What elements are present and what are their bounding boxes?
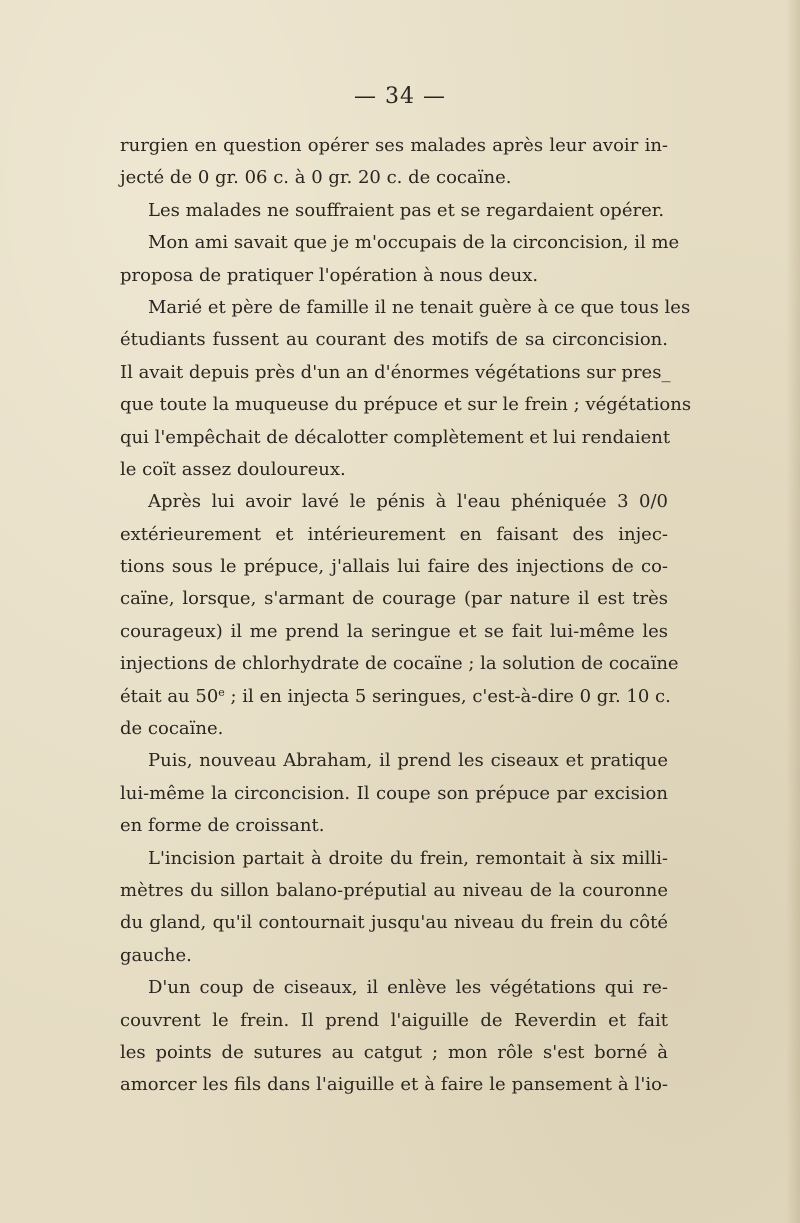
text-line: extérieurement et intérieurement en faisant des injec- (120, 523, 668, 545)
text-line: courageux) il me prend la seringue et se fait lui-même les (120, 620, 668, 642)
text-line: Puis, nouveau Abraham, il prend les ciseaux et pratique (148, 750, 668, 772)
text-line: proposa de pratiquer l'opération à nous deux. (120, 264, 539, 286)
text-line: du gland, qu'il contournait jusqu'au niveau du frein du côté (120, 912, 668, 934)
text-line: Marié et père de famille il ne tenait guère à ce que tous les (148, 296, 691, 318)
text-line: Mon ami savait que je m'occupais de la circoncision, il me (148, 232, 680, 254)
text-line: gauche. (120, 944, 192, 966)
text-line: D'un coup de ciseaux, il enlève les végétations qui re- (148, 977, 668, 999)
text-line: injections de chlorhydrate de cocaïne ; la solution de cocaïne (120, 653, 679, 675)
text-line: les points de sutures au catgut ; mon rôle s'est borné à (120, 1041, 668, 1063)
text-line: Après lui avoir lavé le pénis à l'eau phéniquée 3 0/0 (148, 491, 668, 513)
page-number: — 34 — (354, 84, 446, 109)
body-text (120, 130, 692, 1102)
superscript: e (218, 685, 225, 699)
text-line: Les malades ne souffraient pas et se regardaient opérer. (148, 199, 665, 221)
text-line: mètres du sillon balano-préputial au niveau de la couronne (120, 879, 668, 901)
text-line: le coït assez douloureux. (120, 458, 346, 480)
text-line: Il avait depuis près d'un an d'énormes végétations sur pres_ (120, 361, 671, 383)
text-line: lui-même la circoncision. Il coupe son prépuce par excision (120, 782, 668, 804)
text-line: qui l'empêchait de décalotter complètement et lui rendaient (120, 426, 671, 448)
text-line: caïne, lorsque, s'armant de courage (par nature il est très (120, 588, 668, 610)
text-line: de cocaïne. (120, 718, 224, 740)
text-line: était au 50e ; il en injecta 5 seringues, c'est-à-dire 0 gr. 10 c. (120, 685, 671, 707)
text-line: tions sous le prépuce, j'allais lui faire des injections de co- (120, 556, 668, 578)
text-line: L'incision partait à droite du frein, remontait à six milli- (148, 847, 668, 869)
page-edge-shadow (786, 0, 800, 1223)
text-line: rurgien en question opérer ses malades après leur avoir in- (120, 135, 668, 156)
text-line: que toute la muqueuse du prépuce et sur le frein ; végétations (120, 394, 692, 416)
text-line: jecté de 0 gr. 06 c. à 0 gr. 20 c. de cocaïne. (120, 167, 512, 189)
text-line: étudiants fussent au courant des motifs de sa circoncision. (120, 329, 668, 351)
text-line: en forme de croissant. (120, 815, 325, 837)
text-line: couvrent le frein. Il prend l'aiguille de Reverdin et fait (120, 1009, 668, 1031)
text-line: amorcer les fils dans l'aiguille et à faire le pansement à l'io- (120, 1074, 668, 1096)
